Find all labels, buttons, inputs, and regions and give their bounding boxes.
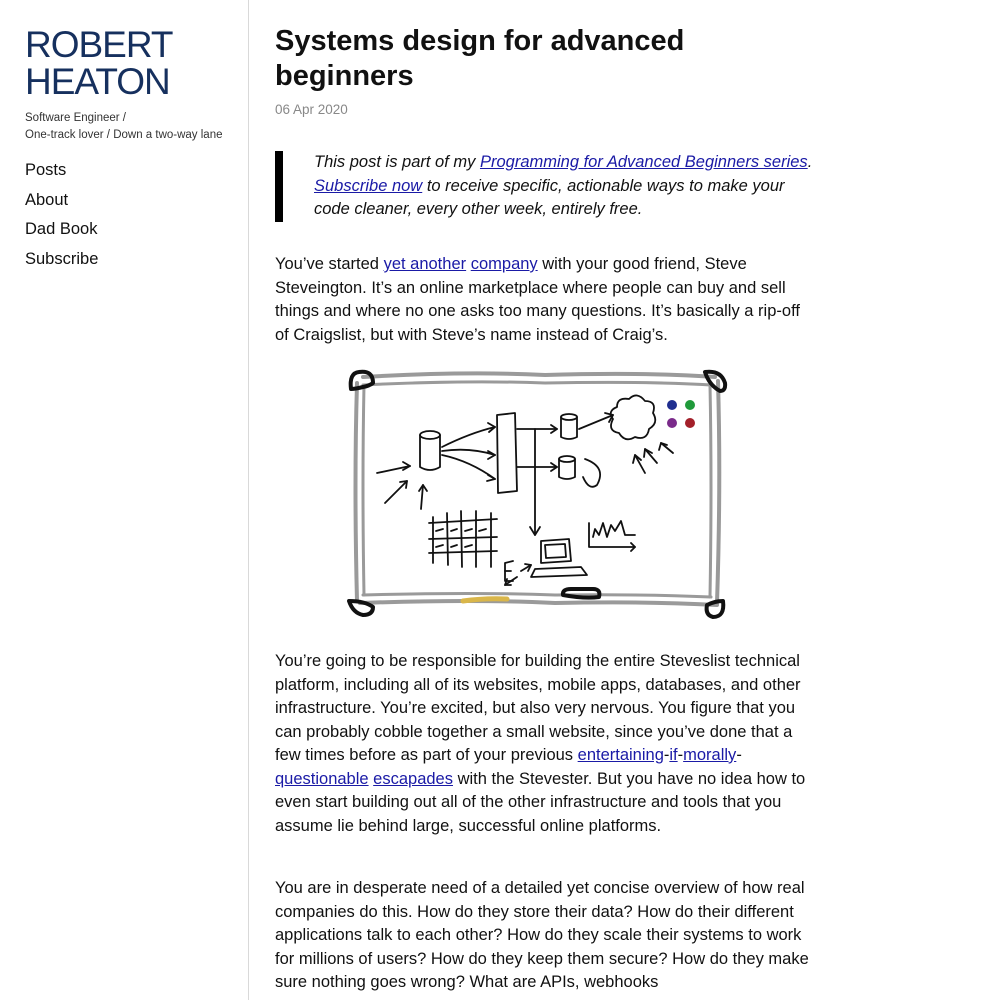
site-title-line1[interactable]: ROBERT (25, 24, 173, 65)
p1-text-2: with your good friend, Steve Steveington. It’s an online marketplace where people can buy and sell things and where no one asks too many questions. It’s basically a rip-off of Craigslist, but with Steve’s name instead of Craig’s. (275, 255, 800, 344)
callout-text (314, 151, 815, 222)
p2-dash-3: - (736, 746, 742, 764)
yet-another-link[interactable]: yet another (383, 255, 467, 273)
p3-text-1: You are in desperate need of a detailed yet concise overview of how real companies do this. How do they store their data? How do their different applications talk to each other? How do they scale their systems to work for millions of users? How do they keep them secure? How do they make sure nothing goes wrong? What are APIs, webhooks (275, 879, 809, 991)
sidebar (0, 0, 249, 1000)
questionable-link[interactable]: questionable (275, 769, 369, 788)
p2-dash-2: - (677, 746, 684, 764)
callout-text-3: to receive specific, actionable ways to make your code cleaner, every other week, entirely free. (314, 176, 785, 218)
if-link[interactable]: if (669, 746, 678, 764)
post-date: 06 Apr 2020 (275, 102, 348, 117)
company-link[interactable]: company (470, 255, 538, 273)
series-link[interactable]: Programming for Advanced Beginners series (479, 153, 808, 171)
tagline (25, 110, 223, 144)
callout-text-2: . (807, 153, 813, 171)
paragraph-intro (275, 253, 815, 347)
escapades-link[interactable]: escapades (373, 769, 453, 788)
p2-dash-1: - (663, 746, 670, 764)
site-title-line2[interactable]: HEATON (25, 61, 170, 102)
tagline-line2: One-track lover / Down a two-way lane (25, 129, 223, 141)
morally-link[interactable]: morally (683, 746, 737, 764)
nav-about[interactable]: About (25, 190, 69, 209)
nav-subscribe[interactable]: Subscribe (25, 249, 99, 268)
series-callout (275, 151, 815, 222)
nav-posts[interactable]: Posts (25, 161, 67, 179)
p2-text-2: with the Stevester. But you have no idea how to even start building out all of the other infrastructure and tools that you assume lie behind large, successful online platforms. (275, 769, 806, 835)
paragraph-responsibility (275, 650, 815, 838)
paragraph-questions (275, 877, 815, 995)
whiteboard-illustration (345, 363, 735, 628)
callout-text-1: This post is part of my (314, 153, 480, 171)
p1-text-1: You’ve started (275, 255, 384, 273)
p2-text-1: You’re going to be responsible for building the entire Steveslist technical platform, including all of its websites, mobile apps, databases, and other infrastructure. You’re excited, but also very nervous. You figure that you can probably cobble together a small website, since you’ve done that a few times before as part of your previous (275, 652, 801, 764)
nav-dad-book[interactable]: Dad Book (25, 220, 98, 239)
post-title: Systems design for advanced beginners (275, 25, 685, 92)
tagline-line1: Software Engineer / (25, 112, 127, 124)
site-title[interactable] (25, 26, 173, 100)
whiteboard-sketch-icon (345, 363, 735, 628)
subscribe-link[interactable]: Subscribe now (314, 176, 423, 195)
entertaining-link[interactable]: entertaining (577, 746, 664, 764)
sidebar-nav (25, 156, 98, 274)
